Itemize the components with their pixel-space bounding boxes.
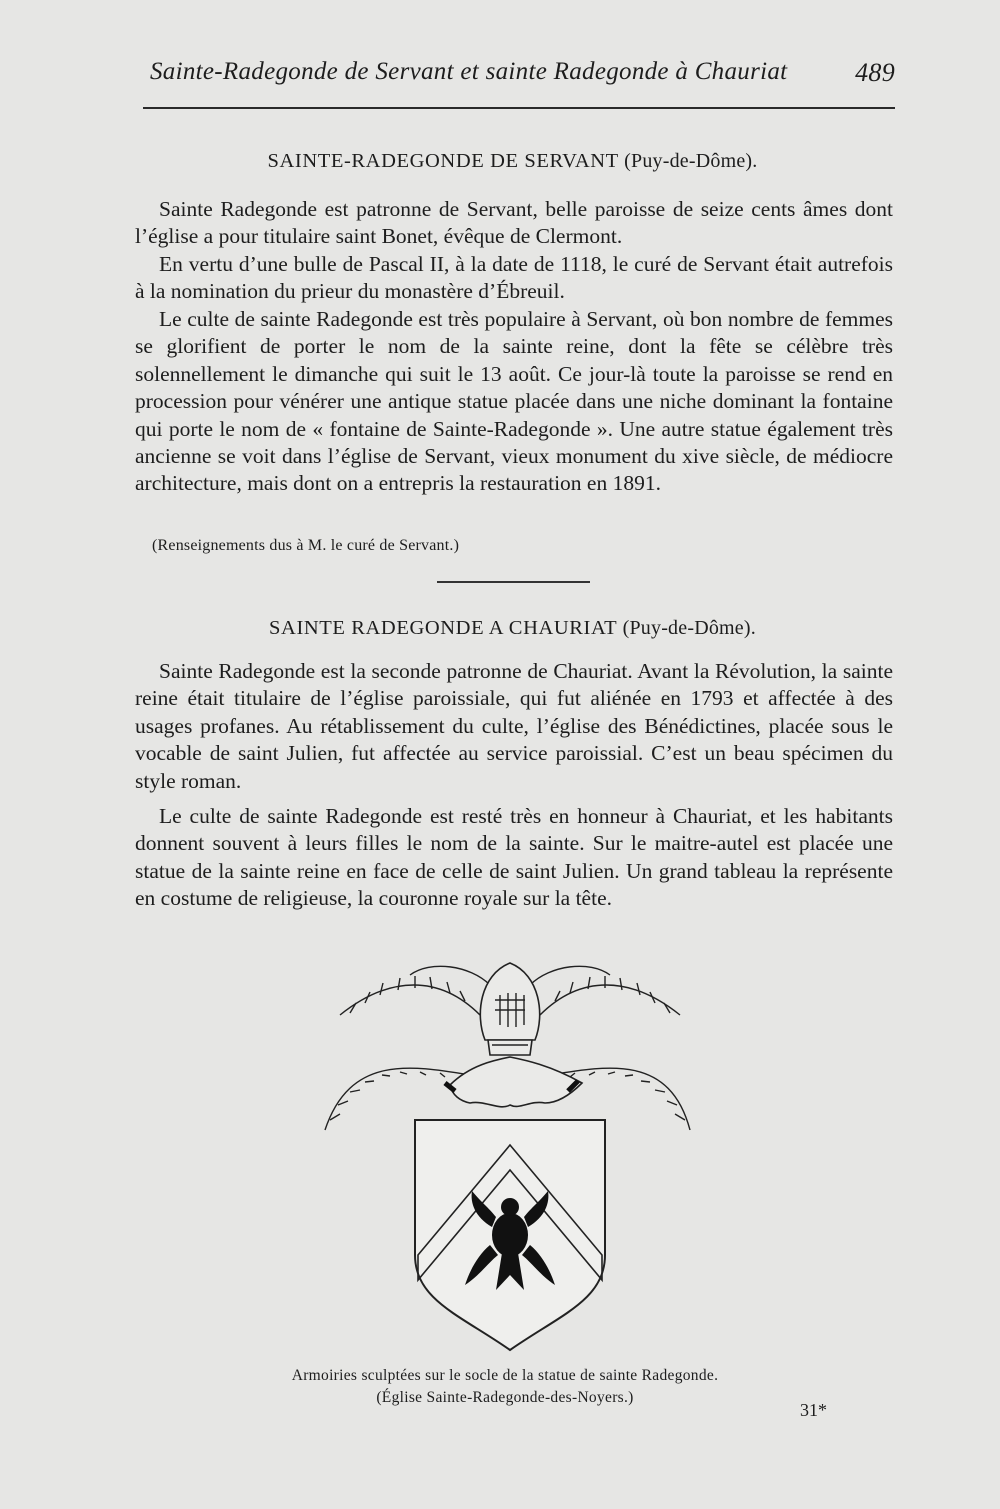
section-place: (Puy-de-Dôme).: [622, 617, 756, 639]
paragraph: Le culte de sainte Radegonde est resté très en honneur à Chauriat, et les habitants donnent souvent à leurs filles le nom de la sainte. Sur le maitre-autel est placée une statue de la sainte reine en face de celle de saint Julien. Un grand tableau la représente en costume de religieuse, la couronne royale sur la tête.: [135, 804, 893, 911]
source-note: (Renseignements dus à M. le curé de Servant.): [152, 537, 460, 554]
running-head: [150, 58, 895, 86]
paragraph: Sainte Radegonde est patronne de Servant, belle paroisse de seize cents âmes dont l’église a pour titulaire saint Bonet, évêque de Clermont.: [135, 197, 893, 249]
section-title-servant: [135, 150, 890, 173]
section-title-chauriat: [135, 617, 890, 640]
section-title-text: SAINTE-RADEGONDE DE SERVANT: [267, 150, 619, 172]
figure-caption-line1: Armoiries sculptées sur le socle de la statue de sainte Radegonde.: [291, 1367, 719, 1384]
coat-of-arms-icon: [320, 955, 700, 1355]
running-title: Sainte-Radegonde de Servant et sainte Radegonde à Chauriat: [150, 58, 788, 85]
paragraph: En vertu d’une bulle de Pascal II, à la date de 1118, le curé de Servant était autrefois à la nomination du prieur du monastère d’Ébreuil.: [135, 252, 893, 304]
paragraph: Le culte de sainte Radegonde est très populaire à Servant, où bon nombre de femmes se glorifient de porter le nom de la sainte reine, dont la fête se célèbre très solennellement le dimanche qui suit le 13 août. Ce jour-là toute la paroisse se rend en procession pour vénérer une antique statue placée dans une niche dominant la fontaine qui porte le nom de « fontaine de Sainte-Radegonde ». Une autre statue également très ancienne se voit dans l’église de Servant, vieux monument du xive siècle, de médiocre architecture, mais dont on a entrepris la restauration en 1891.: [135, 307, 893, 496]
header-rule: [143, 107, 895, 109]
page-number: 489: [855, 58, 895, 87]
paragraph: Sainte Radegonde est la seconde patronne de Chauriat. Avant la Révolution, la sainte reine était titulaire de l’église paroissiale, qui fut aliénée en 1793 et affectée à des usages profanes. Au rétablissement du culte, l’église des Bénédictines, placée sous le vocable de saint Julien, fut affectée au service paroissial. C’est un beau spécimen du style roman.: [135, 659, 893, 793]
signature-mark: 31*: [800, 1400, 827, 1420]
section-separator: [437, 581, 590, 583]
figure-caption-line2: (Église Sainte-Radegonde-des-Noyers.): [376, 1389, 634, 1406]
section-place: (Puy-de-Dôme).: [624, 150, 758, 172]
section-title-text: SAINTE RADEGONDE A CHAURIAT: [269, 617, 617, 639]
